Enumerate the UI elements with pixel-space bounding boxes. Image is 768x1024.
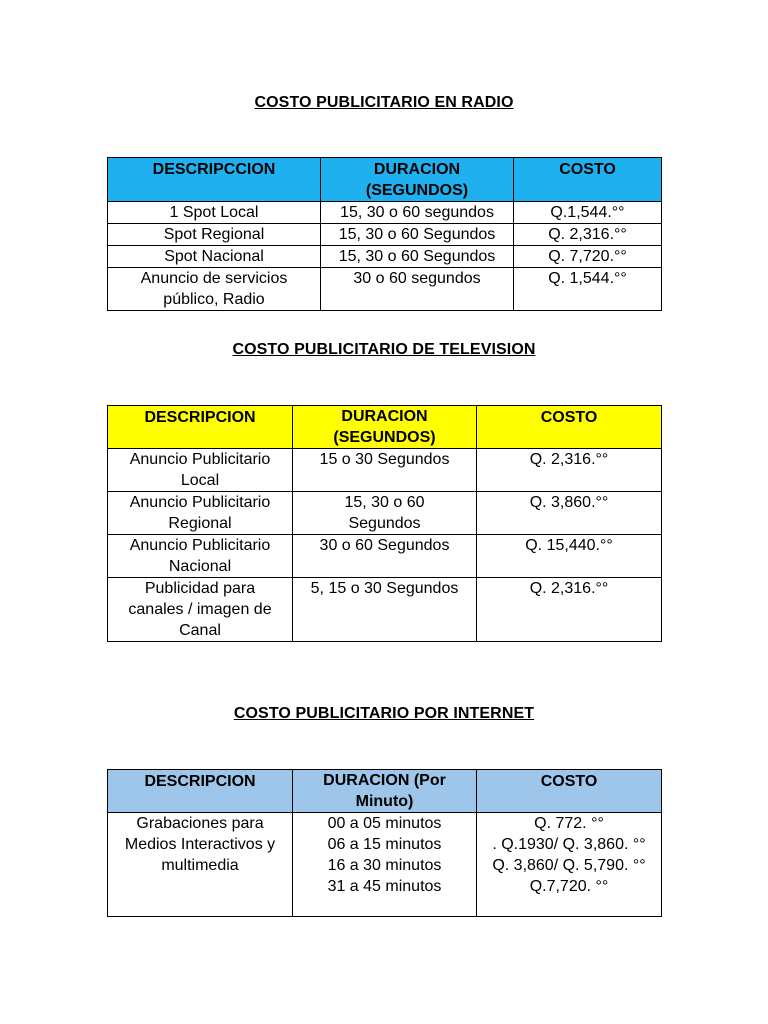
cost-line: Q. 3,860/ Q. 5,790. °° — [492, 857, 646, 874]
row-cost: Q. 2,316.°° — [477, 578, 662, 642]
radio-section-title: COSTO PUBLICITARIO EN RADIO — [254, 94, 514, 111]
row-duration: 15, 30 o 60 segundos — [321, 202, 514, 224]
column-header-description: DESCRIPCION — [108, 770, 293, 813]
row-durations — [293, 813, 477, 917]
duration-line: 00 a 05 minutos — [327, 815, 442, 832]
column-header-duration: DURACION (SEGUNDOS) — [293, 406, 477, 449]
duration-line: 16 a 30 minutos — [327, 857, 442, 874]
column-header-duration: DURACION (Por Minuto) — [293, 770, 477, 813]
row-duration: 15, 30 o 60 Segundos — [321, 224, 514, 246]
radio-cost-table — [107, 157, 662, 311]
internet-section-title: COSTO PUBLICITARIO POR INTERNET — [233, 705, 535, 722]
table-header-row — [108, 406, 662, 449]
row-duration: 15 o 30 Segundos — [293, 449, 477, 492]
duration-line: 06 a 15 minutos — [327, 836, 442, 853]
column-header-cost: COSTO — [477, 406, 662, 449]
table-header-row — [108, 770, 662, 813]
table-row — [108, 268, 662, 311]
row-description: Spot Nacional — [108, 246, 321, 268]
row-description: 1 Spot Local — [108, 202, 321, 224]
row-description: Anuncio Publicitario Regional — [108, 492, 293, 535]
internet-cost-table — [107, 769, 662, 917]
column-header-description: DESCRIPCION — [108, 406, 293, 449]
column-header-description: DESCRIPCCION — [108, 158, 321, 202]
row-costs — [477, 813, 662, 917]
table-row — [108, 535, 662, 578]
row-description: Anuncio de servicios público, Radio — [108, 268, 321, 311]
row-description: Anuncio Publicitario Nacional — [108, 535, 293, 578]
table-row — [108, 246, 662, 268]
column-header-cost: COSTO — [477, 770, 662, 813]
table-row — [108, 449, 662, 492]
row-cost: Q. 15,440.°° — [477, 535, 662, 578]
row-description: Anuncio Publicitario Local — [108, 449, 293, 492]
row-cost: Q. 2,316.°° — [514, 224, 662, 246]
row-duration: 30 o 60 Segundos — [293, 535, 477, 578]
table-row — [108, 578, 662, 642]
cost-line: Q.7,720. °° — [529, 878, 609, 895]
column-header-duration: DURACION (SEGUNDOS) — [321, 158, 514, 202]
cost-line: Q. 772. °° — [534, 815, 604, 832]
row-description: Grabaciones para Medios Interactivos y multimedia — [108, 813, 293, 917]
table-row — [108, 224, 662, 246]
row-cost: Q. 1,544.°° — [514, 268, 662, 311]
row-cost: Q. 2,316.°° — [477, 449, 662, 492]
row-duration: 5, 15 o 30 Segundos — [293, 578, 477, 642]
table-header-row — [108, 158, 662, 202]
duration-line: 31 a 45 minutos — [327, 878, 442, 895]
table-row — [108, 813, 662, 917]
column-header-cost: COSTO — [514, 158, 662, 202]
row-duration: 30 o 60 segundos — [321, 268, 514, 311]
row-cost: Q. 3,860.°° — [477, 492, 662, 535]
row-duration: 15, 30 o 60 Segundos — [293, 492, 477, 535]
table-row — [108, 202, 662, 224]
television-cost-table — [107, 405, 662, 642]
row-description: Publicidad para canales / imagen de Canal — [108, 578, 293, 642]
table-row — [108, 492, 662, 535]
row-cost: Q.1,544.°° — [514, 202, 662, 224]
cost-line: . Q.1930/ Q. 3,860. °° — [492, 836, 646, 853]
row-duration: 15, 30 o 60 Segundos — [321, 246, 514, 268]
television-section-title: COSTO PUBLICITARIO DE TELEVISION — [232, 341, 536, 358]
row-description: Spot Regional — [108, 224, 321, 246]
row-cost: Q. 7,720.°° — [514, 246, 662, 268]
